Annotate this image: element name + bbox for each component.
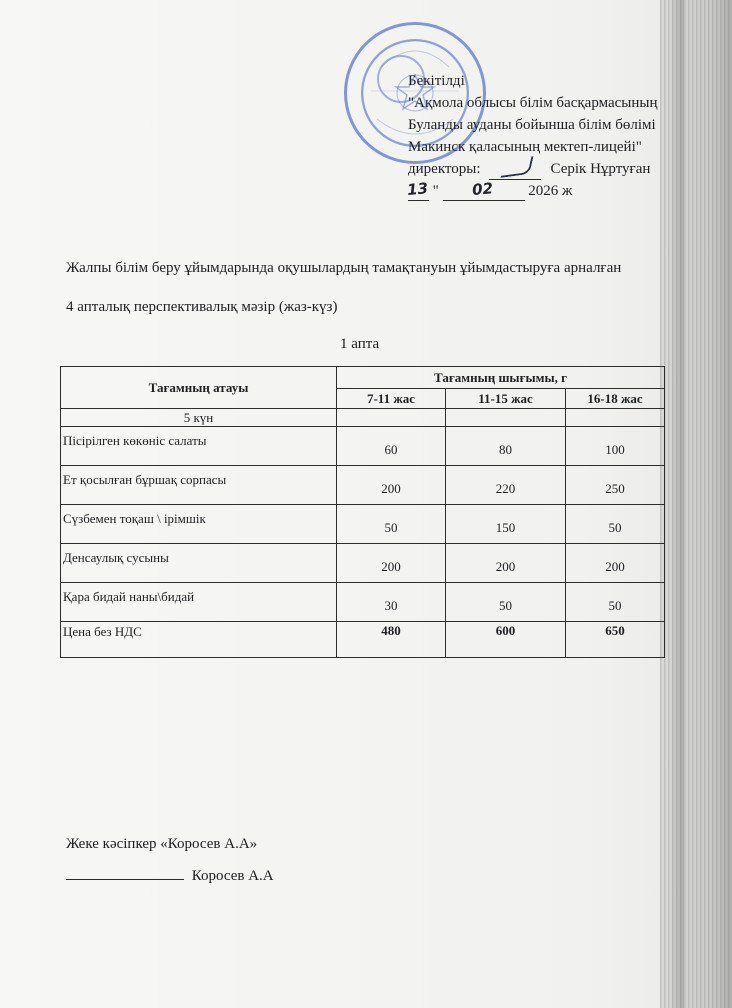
- approval-date-year: 2026 ж: [528, 183, 573, 199]
- approval-block: [408, 70, 678, 202]
- header-food-output: Тағамның шығымы, г: [337, 367, 665, 389]
- food-value-16-18: 100: [566, 427, 665, 466]
- food-value-11-15: 220: [446, 466, 566, 505]
- price-row: [61, 622, 665, 658]
- food-value-7-11: 200: [337, 544, 446, 583]
- food-value-11-15: 200: [446, 544, 566, 583]
- day-row-empty-cell: [337, 409, 446, 427]
- director-name: Серік Нұртуған: [550, 161, 651, 177]
- food-value-16-18: 50: [566, 583, 665, 622]
- director-signature-line: [408, 158, 678, 180]
- approval-date-line: [408, 180, 678, 202]
- food-value-16-18: 200: [566, 544, 665, 583]
- food-value-7-11: 200: [337, 466, 446, 505]
- table-row: [61, 583, 665, 622]
- food-value-7-11: 30: [337, 583, 446, 622]
- food-name-cell: Қара бидай наны\бидай: [61, 583, 337, 622]
- food-value-7-11: 50: [337, 505, 446, 544]
- food-name-cell: Ет қосылған бұршақ сорпасы: [61, 466, 337, 505]
- signature-blank-line: [66, 879, 184, 880]
- header-age-group-1: 7-11 жас: [337, 389, 446, 409]
- table-row: [61, 544, 665, 583]
- approval-date-quote: ": [432, 183, 439, 199]
- approval-line-4: Макинск қаласының мектеп-лицейі": [408, 139, 642, 155]
- director-prefix: директоры:: [408, 161, 481, 177]
- food-name-cell: Денсаулық сусыны: [61, 544, 337, 583]
- food-value-7-11: 60: [337, 427, 446, 466]
- header-food-name: Тағамның атауы: [61, 367, 337, 409]
- food-value-16-18: 250: [566, 466, 665, 505]
- food-name-cell: Пісірілген көкөніс салаты: [61, 427, 337, 466]
- price-label: Цена без НДС: [61, 622, 337, 658]
- entrepreneur-name: Жеке кәсіпкер «Коросев А.А»: [66, 836, 258, 852]
- food-value-11-15: 80: [446, 427, 566, 466]
- header-age-group-2: 11-15 жас: [446, 389, 566, 409]
- table-row: [61, 466, 665, 505]
- approval-date-day: 13: [406, 179, 429, 199]
- week-label: 1 апта: [340, 336, 380, 352]
- day-row-empty-cell: [446, 409, 566, 427]
- document-title-line-1: Жалпы білім беру ұйымдарында оқушылардың тамақтануын ұйымдастыруға арналған: [66, 260, 622, 276]
- food-value-16-18: 50: [566, 505, 665, 544]
- day-row-empty-cell: [566, 409, 665, 427]
- price-value-7-11: 480: [337, 622, 446, 658]
- entrepreneur-signature-line: [66, 866, 274, 886]
- table-row: [61, 427, 665, 466]
- price-value-16-18: 650: [566, 622, 665, 658]
- header-age-group-3: 16-18 жас: [566, 389, 665, 409]
- table-row: [61, 505, 665, 544]
- approval-line-1: Бекітілді: [408, 73, 465, 89]
- price-value-11-15: 600: [446, 622, 566, 658]
- food-value-11-15: 50: [446, 583, 566, 622]
- day-label: 5 күн: [61, 409, 337, 427]
- approval-date-month: 02: [443, 181, 525, 201]
- food-value-11-15: 150: [446, 505, 566, 544]
- approval-line-2: "Ақмола облысы білім басқармасының: [408, 95, 658, 111]
- signature-mark-icon: [489, 165, 541, 180]
- food-name-cell: Сүзбемен тоқаш \ ірімшік: [61, 505, 337, 544]
- entrepreneur-signature-name: Коросев А.А: [191, 868, 274, 884]
- document-title-line-2: 4 апталық перспективалық мәзір (жаз-күз): [66, 299, 338, 315]
- approval-line-3: Буланды ауданы бойынша білім бөлімі: [408, 117, 656, 133]
- menu-table: [60, 366, 665, 658]
